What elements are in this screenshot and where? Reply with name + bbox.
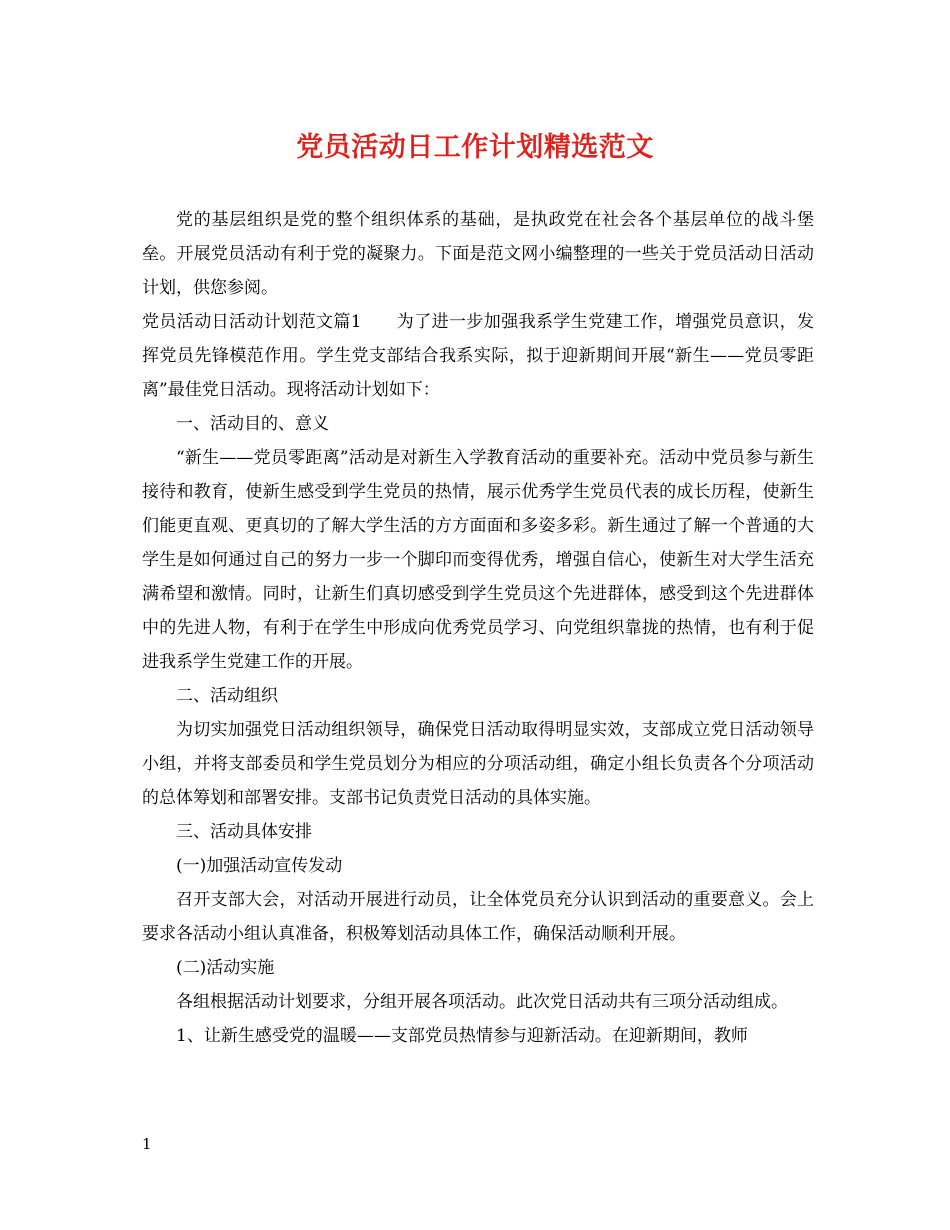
paragraph-publicity: 召开支部大会，对活动开展进行动员，让全体党员充分认识到活动的重要意义。会上要求各活动小组认真准备，积极筹划活动具体工作，确保活动顺利开展。 bbox=[142, 890, 814, 944]
paragraph-purpose: “新生——党员零距离”活动是对新生入学教育活动的重要补充。活动中党员参与新生接待和教育，使新生感受到学生党员的热情，展示优秀学生党员代表的成长历程，使新生们能更直观、更真切的了解大学生活的方方面面和多姿多彩。新生通过了解一个普通的大学生是如何通过自己的努力一步一个脚印而变得优秀，增强自信心，使新生对大学生活充满希望和激情。同时，让新生们真切感受到学生党员这个先进群体，感受到这个先进群体中的先进人物，有利于在学生中形成向优秀党员学习、向党组织靠拢的热情，也有利于促进我系学生党建工作的开展。 bbox=[142, 448, 814, 672]
paragraph-plan-1: 党员活动日活动计划范文篇1 为了进一步加强我系学生党建工作，增强党员意识，发挥党员先锋模范作用。学生党支部结合我系实际，拟于迎新期间开展“新生——党员零距离”最佳党日活动。现将活动计划如下： bbox=[142, 312, 814, 400]
section-heading-arrangement: 三、活动具体安排 bbox=[176, 822, 312, 842]
section-heading-organization: 二、活动组织 bbox=[176, 686, 278, 706]
subsection-heading-implementation: (二)活动实施 bbox=[176, 958, 275, 978]
page-number: 1 bbox=[142, 1135, 152, 1153]
document-body bbox=[142, 203, 814, 1053]
subsection-heading-publicity: (一)加强活动宣传发动 bbox=[176, 856, 343, 876]
paragraph-organization: 为切实加强党日活动组织领导，确保党日活动取得明显实效，支部成立党日活动领导小组，并将支部委员和学生党员划分为相应的分项活动组，确定小组长负责各个分项活动的总体筹划和部署安排。支部书记负责党日活动的具体实施。 bbox=[142, 720, 814, 808]
paragraph-implementation: 各组根据活动计划要求，分组开展各项活动。此次党日活动共有三项分活动组成。 bbox=[176, 992, 788, 1012]
section-heading-purpose: 一、活动目的、意义 bbox=[176, 414, 329, 434]
paragraph-activity-1: 1、让新生感受党的温暖——支部党员热情参与迎新活动。在迎新期间，教师 bbox=[176, 1026, 748, 1046]
paragraph-intro: 党的基层组织是党的整个组织体系的基础，是执政党在社会各个基层单位的战斗堡垒。开展党员活动有利于党的凝聚力。下面是范文网小编整理的一些关于党员活动日活动计划，供您参阅。 bbox=[142, 210, 814, 298]
document-title: 党员活动日工作计划精选范文 bbox=[296, 132, 654, 163]
